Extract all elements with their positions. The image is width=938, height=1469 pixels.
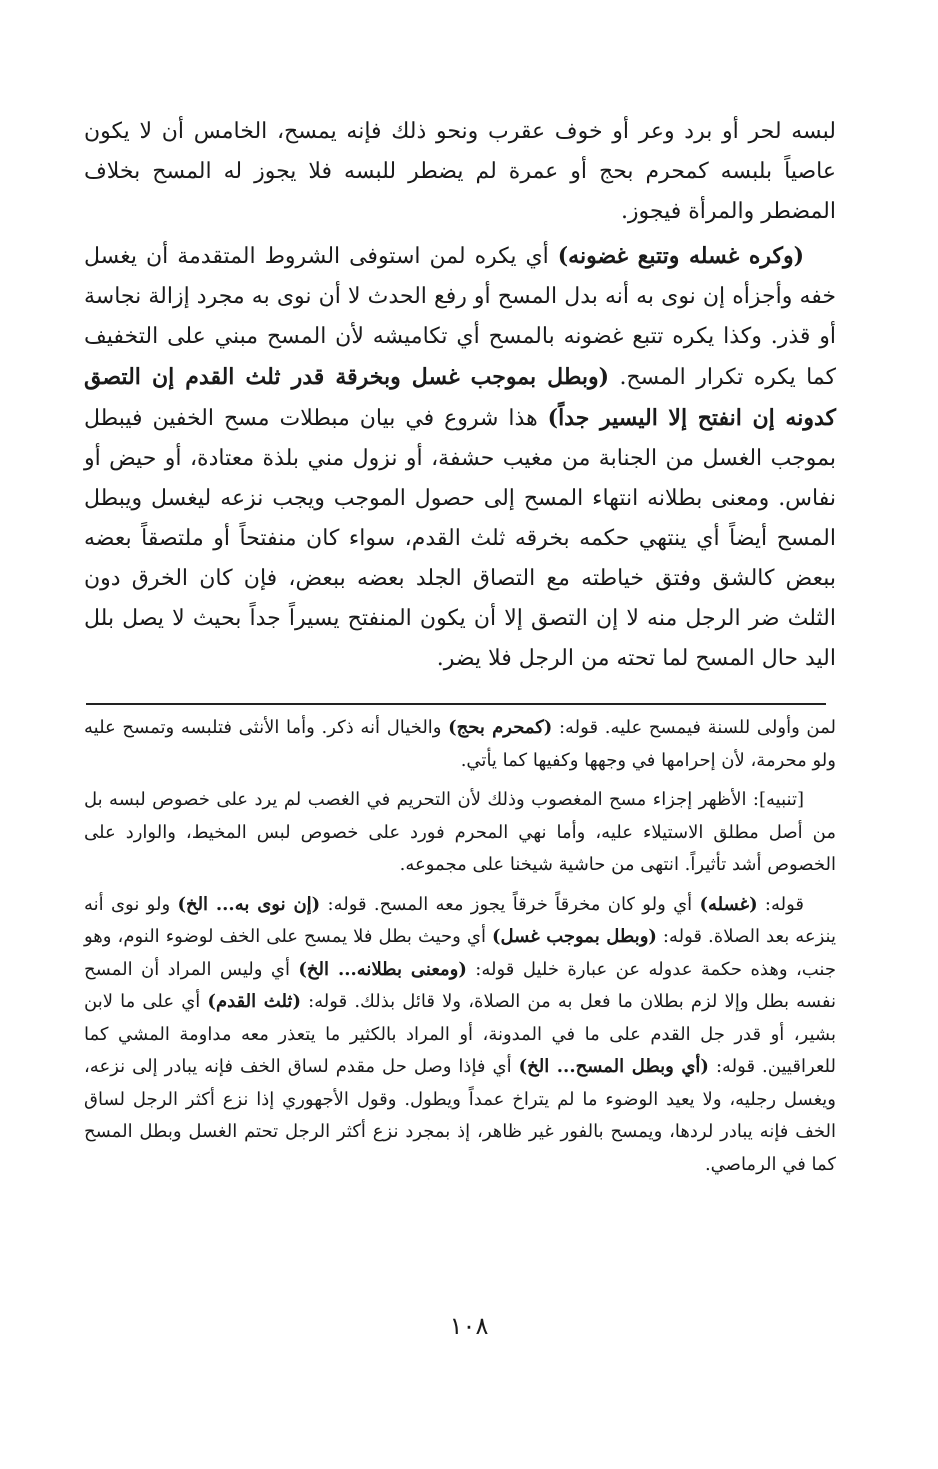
main-p2-bold-1: (وكره غسله وتتبع غضونه) — [557, 243, 804, 269]
footnote-divider — [86, 703, 826, 705]
fn3-bold-4: (ومعنى بطلانه... الخ) — [298, 958, 467, 980]
fn3-text-2: أي ولو كان مخرقاً خرقاً يجوز معه المسح. قوله: — [320, 893, 700, 915]
fn3-bold-5: (ثلث القدم) — [207, 991, 301, 1012]
fn3-bold-2: (إن نوى به... الخ) — [177, 893, 321, 915]
page-number: ١٠٨ — [449, 1312, 489, 1340]
fn3-text-5: أي وليس المراد أن المسح نفسه بطل وإلا لزم بطلان ما فعل به من الصلاة، ولا قائل بذلك. قوله: — [84, 958, 836, 1012]
fn2-text: [تنبيه]: الأظهر إجزاء مسح المغصوب وذلك لأن التحريم في الغصب لم يرد على خصوص لبسه بل من أصل مطلق الاستيلاء عليه، وأما نهي المحرم فورد على خصوص لبس المخيط، والوارد على الخصوص أشد تأثيراً. انتهى من حاشية شيخنا على مجموعه. — [84, 789, 836, 875]
footnote-paragraph-2 — [84, 784, 836, 882]
main-paragraph-1 — [84, 112, 836, 232]
fn3-text-3: ولو نوى أنه ينزعه بعد الصلاة. قوله: — [84, 893, 836, 947]
main-p1-text: لبسه لحر أو برد وعر أو خوف عقرب ونحو ذلك فإنه يمسح، الخامس أن لا يكون عاصياً بلبسه كمحرم بحج أو عمرة لم يضطر للبسه فلا يجوز له المسح بخلاف المضطر والمرأة فيجوز. — [84, 119, 836, 224]
fn1-text-1: لمن وأولى للسنة فيمسح عليه. قوله: — [552, 717, 837, 738]
footnote-paragraph-1 — [84, 712, 836, 777]
fn3-text-1: قوله: — [757, 893, 804, 915]
fn1-text-2: والخيال أنه ذكر. وأما الأنثى فتلبسه وتمسح عليه ولو محرمة، لأن إحرامها في وجهها وكفيها كما يأتي. — [84, 717, 836, 771]
fn1-bold-1: (كمحرم بحج) — [448, 717, 553, 738]
fn3-bold-6: (أي وبطل المسح... الخ) — [518, 1056, 709, 1077]
fn3-text-7: أي فإذا وصل حل مقدم لساق الخف فإنه يبادر إلى نزعه، ويغسل رجليه، ولا يعيد الوضوء ما لم يتراخ عمداً ويطول. وقول الأجهوري إذا نزع أكثر الرجل لساق الخف فإنه يبادر لردها، ويمسح بالفور غير ظاهر، إذ بمجرد نزع أكثر الرجل تحتم الغسل وبطل المسح كما في الرماصي. — [84, 1056, 836, 1175]
main-p2-text-2: هذا شروع في بيان مبطلات مسح الخفين فيبطل بموجب الغسل من الجنابة من مغيب حشفة، أو نزول مني بلذة معتادة، أو حيض أو نفاس. ومعنى بطلانه انتهاء المسح إلى حصول الموجب ويجب نزعه ليغسل ويبطل المسح أيضاً أي ينتهي حكمه بخرقه ثلث القدم، سواء كان منفتحاً أو ملتصقاً بعضه ببعض كالشق وفتق خياطته مع التصاق الجلد بعضه ببعض، فإن كان الخرق دون الثلث ضر الرجل منه لا إن التصق إلا أن يكون المنفتح يسيراً جداً بحيث لا يصل بلل اليد حال المسح لما تحته من الرجل فلا يضر. — [84, 406, 836, 671]
fn3-text-4: أي وحيث بطل فلا يمسح على الخف لوضوء النوم، وهو جنب، وهذه حكمة عدوله عن عبارة خليل قوله: — [84, 926, 836, 980]
fn3-text-6: أي على ما لابن بشير، أو قدر جل القدم على ما في المدونة، أو المراد بالكثير ما يتعذر معه مداومة المشي كما للعراقيين. قوله: — [84, 991, 837, 1077]
main-p2-bold-2: (وبطل بموجب غسل وبخرقة قدر ثلث القدم إن التصق كدونه إن انفتح إلا اليسير جداً) — [84, 364, 836, 431]
main-text — [84, 112, 836, 683]
fn3-bold-3: (وبطل بموجب غسل) — [492, 926, 657, 947]
main-paragraph-2 — [84, 236, 836, 679]
footnotes — [84, 712, 836, 1188]
footnote-paragraph-3 — [84, 889, 836, 1182]
fn3-bold-1: (غسله) — [699, 893, 758, 915]
main-p2-text-1: أي يكره لمن استوفى الشروط المتقدمة أن يغسل خفه وأجزأه إن نوى به أنه بدل المسح أو رفع الحدث لا أن نوى به مجرد إزالة نجاسة أو قذر. وكذا يكره تتبع غضونه بالمسح أي تكاميشه لأن المسح مبني على التخفيف كما يكره تكرار المسح. — [84, 244, 837, 390]
